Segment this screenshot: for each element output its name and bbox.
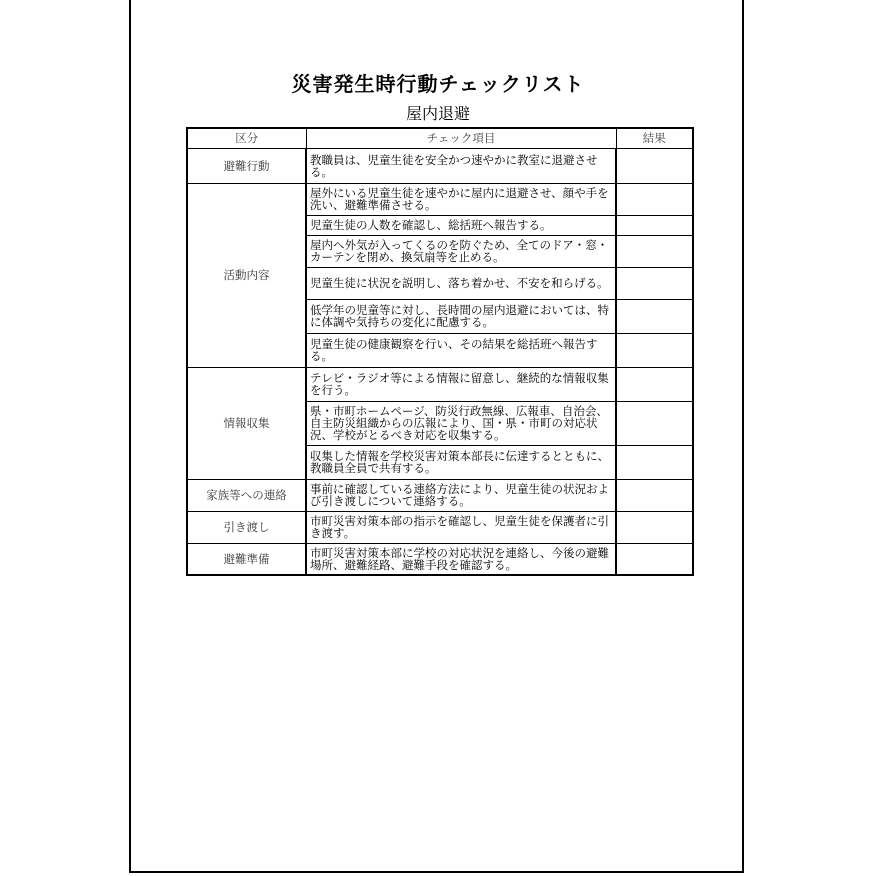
- table-row: [187, 183, 693, 215]
- category-cell: 家族等への連絡: [187, 479, 306, 511]
- header-result: 結果: [616, 128, 693, 148]
- result-cell[interactable]: [616, 479, 693, 511]
- header-check-item: チェック項目: [306, 128, 616, 148]
- category-cell: 情報収集: [187, 367, 306, 479]
- check-item: 児童生徒の人数を確認し、総括班へ報告する。: [306, 215, 616, 235]
- table-row: [187, 148, 693, 183]
- document-title: 災害発生時行動チェックリスト: [291, 72, 585, 96]
- result-cell[interactable]: [616, 367, 693, 401]
- check-item: 屋外にいる児童生徒を速やかに屋内に退避させ、顔や手を洗い、避難準備させる。: [306, 183, 616, 215]
- table-row: [187, 479, 693, 511]
- result-cell[interactable]: [616, 148, 693, 183]
- table-row: [187, 511, 693, 543]
- table-row: [187, 367, 693, 401]
- result-cell[interactable]: [616, 267, 693, 299]
- result-cell[interactable]: [616, 215, 693, 235]
- category-cell: 活動内容: [187, 183, 306, 367]
- result-cell[interactable]: [616, 299, 693, 333]
- category-cell: 引き渡し: [187, 511, 306, 543]
- check-item: 児童生徒の健康観察を行い、その結果を総括班へ報告する。: [306, 333, 616, 367]
- result-cell[interactable]: [616, 543, 693, 575]
- result-cell[interactable]: [616, 235, 693, 267]
- result-cell[interactable]: [616, 401, 693, 445]
- check-item: 市町災害対策本部に学校の対応状況を連絡し、今後の避難場所、避難経路、避難手段を確認する。: [306, 543, 616, 575]
- result-cell[interactable]: [616, 445, 693, 479]
- header-category: 区分: [187, 128, 306, 148]
- check-item: 収集した情報を学校災害対策本部長に伝達するとともに、教職員全員で共有する。: [306, 445, 616, 479]
- check-item: 事前に確認している連絡方法により、児童生徒の状況および引き渡しについて連絡する。: [306, 479, 616, 511]
- check-item: 児童生徒に状況を説明し、落ち着かせ、不安を和らげる。: [306, 267, 616, 299]
- check-item: 教職員は、児童生徒を安全かつ速やかに教室に退避させる。: [306, 148, 616, 183]
- result-cell[interactable]: [616, 511, 693, 543]
- table-row: [187, 543, 693, 575]
- checklist-table: [186, 127, 694, 576]
- check-item: 低学年の児童等に対し、長時間の屋内退避においては、特に体調や気持ちの変化に配慮する。: [306, 299, 616, 333]
- table-header-row: [187, 128, 693, 148]
- result-cell[interactable]: [616, 333, 693, 367]
- category-cell: 避難準備: [187, 543, 306, 575]
- check-item: 県・市町ホームページ、防災行政無線、広報車、自治会、自主防災組織からの広報により、国・県・市町の対応状況、学校がとるべき対応を収集する。: [306, 401, 616, 445]
- result-cell[interactable]: [616, 183, 693, 215]
- check-item: テレビ・ラジオ等による情報に留意し、継続的な情報収集を行う。: [306, 367, 616, 401]
- check-item: 屋内へ外気が入ってくるのを防ぐため、全てのドア・窓・カーテンを閉め、換気扇等を止める。: [306, 235, 616, 267]
- check-item: 市町災害対策本部の指示を確認し、児童生徒を保護者に引き渡す。: [306, 511, 616, 543]
- category-cell: 避難行動: [187, 148, 306, 183]
- document-subtitle: 屋内退避: [405, 104, 470, 123]
